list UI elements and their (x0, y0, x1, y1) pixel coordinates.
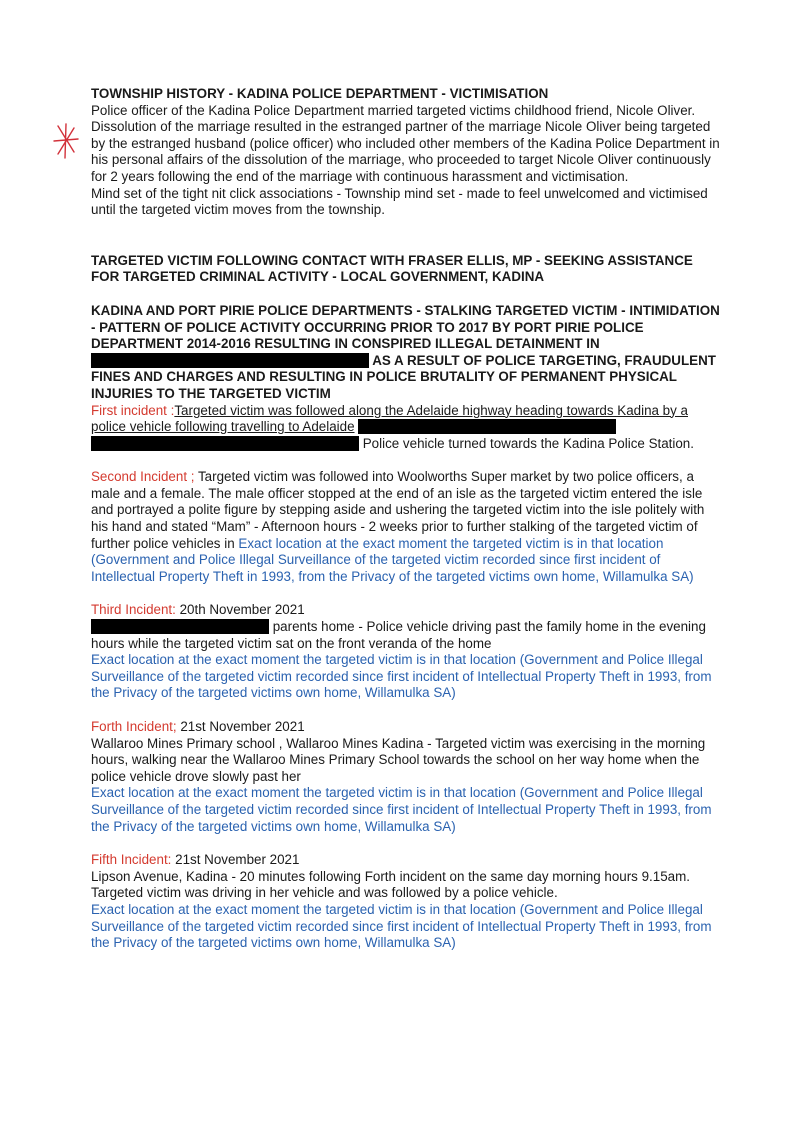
incident-text: Targeted victim was followed into Woolworths Super market by two police officers, a male and a female. The male officer stopped at the end of an isle as the targeted victim entered the isle and portrayed a polite figure by stepping aside and ushering the targeted victim into the isle politely with his hand and stated “Mam” - Afternoon hours - 2 weeks prior to further stalking of the targeted victim of further police vehicles in (91, 469, 705, 551)
incident-text: Lipson Avenue, Kadina - 20 minutes following Forth incident on the same day morning hours 9.15am. Targeted victim was driving in her vehicle and was followed by a police vehicle. (91, 868, 690, 901)
contact-heading: TARGETED VICTIM FOLLOWING CONTACT WITH FRASER ELLIS, MP - SEEKING ASSISTANCE FOR TARGETED CRIMINAL ACTIVITY - LOCAL GOVERNMENT, KADINA (91, 252, 693, 285)
incident-text: parents home - Police vehicle driving past the family home in the evening hours while the targeted victim sat on the front veranda of the home (91, 619, 706, 651)
incident-label: Forth Incident; (91, 719, 177, 734)
surveillance-note: Exact location at the exact moment the targeted victim is in that location (Government and Police Illegal Surveillance of the targeted victim recorded since first incident of Intellectual Property Theft in 1993, from the Privacy of the targeted victims own home, Willamulka SA) (91, 785, 712, 834)
incident-forth-header (91, 719, 721, 736)
history-heading: TOWNSHIP HISTORY - KADINA POLICE DEPARTMENT - VICTIMISATION (91, 86, 549, 101)
incident-first (91, 403, 721, 453)
incident-label: Third Incident: (91, 602, 176, 618)
document-body (91, 86, 721, 952)
handwritten-asterisk-mark (52, 122, 80, 160)
incident-third-body (91, 619, 721, 652)
incident-fifth-header (91, 852, 721, 869)
stalking-heading-part-a: KADINA AND PORT PIRIE POLICE DEPARTMENTS - STALKING TARGETED VICTIM - INTIMIDATION - PATTERN OF POLICE ACTIVITY OCCURRING PRIOR TO 2017 BY PORT PIRIE POLICE DEPARTMENT 2014-2016 RESULTING IN CONSPIRED ILLEGAL DETAINMENT IN (91, 302, 720, 352)
incident-label: First incident : (91, 402, 175, 418)
incident-text: Targeted victim was followed along the Adelaide highway heading towards Kadina by a police vehicle following travelling to Adelaide (91, 402, 688, 435)
incident-label: Fifth Incident: (91, 852, 172, 868)
incident-text: Wallaroo Mines Primary school , Wallaroo Mines Kadina - Targeted victim was exercising in the morning hours, walking near the Wallaroo Mines Primary School towards the school on her way home when the police vehicle drove slowly past her (91, 735, 706, 784)
stalking-heading-part-b: AS A RESULT OF POLICE TARGETING, FRAUDULENT FINES AND CHARGES AND RESULTING IN POLICE BRUTALITY OF PERMANENT PHYSICAL INJURIES TO THE TARGETED VICTIM (91, 352, 716, 401)
incident-date: 21st November 2021 (175, 852, 300, 868)
incident-date: 21st November 2021 (180, 719, 305, 734)
incident-date: 20th November 2021 (179, 602, 305, 618)
redaction-block (358, 419, 616, 434)
incident-text-continued: Police vehicle turned towards the Kadina Police Station. (362, 435, 694, 451)
surveillance-note: Exact location at the exact moment the targeted victim is in that location (Government and Police Illegal Surveillance of the targeted victim recorded since first incident of Intellectual Property Theft in 1993, from the Privacy of the targeted victims own home, Willamulka SA) (91, 652, 712, 701)
surveillance-note: Exact location at the exact moment the targeted victim is in that location (Government and Police Illegal Surveillance of the targeted victim recorded since first incident of Intellectual Property Theft in 1993, from the Privacy of the targeted victims own home, Willamulka SA) (91, 901, 712, 951)
redaction-block (91, 353, 369, 368)
history-mindset-paragraph: Mind set of the tight nit click associations - Township mind set - made to feel unwelcomed and victimised until the targeted victim moves from the township. (91, 185, 708, 218)
redaction-block (91, 619, 269, 634)
incident-second (91, 469, 721, 585)
incident-third-header (91, 602, 721, 619)
incident-label: Second Incident ; (91, 469, 195, 485)
stalking-heading (91, 303, 721, 403)
history-paragraph: Police officer of the Kadina Police Department married targeted victims childhood friend, Nicole Oliver. Dissolution of the marriage resulted in the estranged partner of the marriage Nicole Oliver being targeted by the estranged husband (police officer) who included other members of the Kadina Police Department in his personal affairs of the dissolution of the marriage, who proceeded to target Nicole Oliver continuously for 2 years following the end of the marriage with continuous harassment and victimisation. (91, 102, 720, 184)
redaction-block (91, 436, 359, 451)
surveillance-note: Exact location at the exact moment the targeted victim is in that location (Government and Police Illegal Surveillance of the targeted victim recorded since first incident of Intellectual Property Theft in 1993, from the Privacy of the targeted victims own home, Willamulka SA) (91, 535, 694, 584)
